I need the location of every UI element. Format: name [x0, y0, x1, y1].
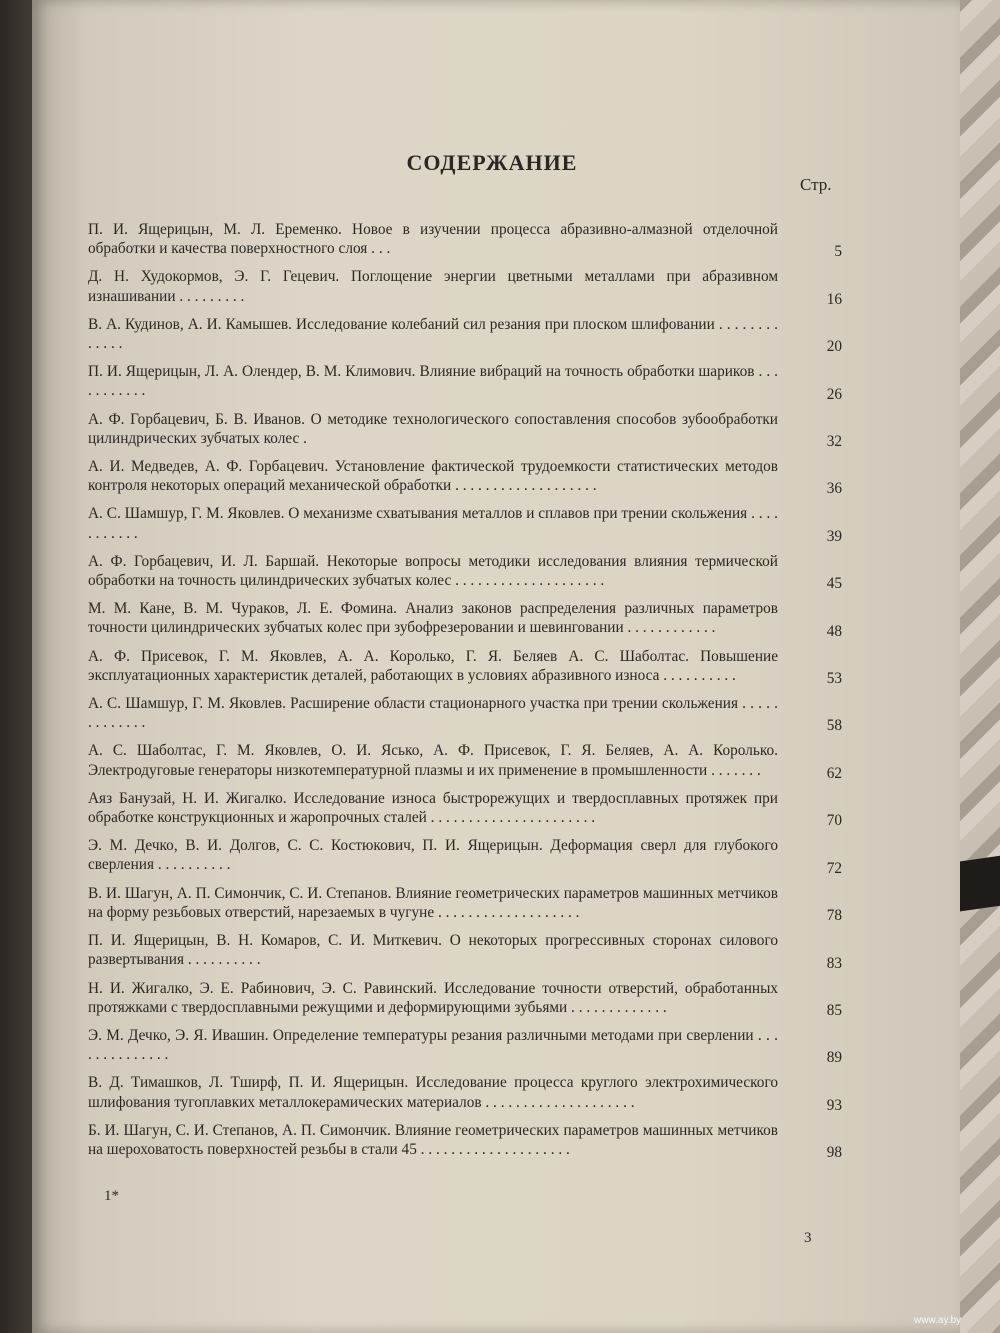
- toc-entry: [88, 979, 888, 1017]
- toc-entry-text: А. Ф. Горбацевич, Б. В. Иванов. О методике технологического сопоставления способов зубообработки цилиндрических зубчатых колес .: [88, 410, 778, 447]
- toc-entry-page: 5: [834, 243, 842, 261]
- page-number: 3: [804, 1230, 812, 1246]
- toc-entry-page: 53: [826, 670, 842, 688]
- book-page: [32, 0, 960, 1333]
- toc-entry-page: 93: [826, 1096, 842, 1114]
- toc-entry: [88, 410, 888, 451]
- toc-entry: [88, 789, 888, 830]
- toc-entry: [88, 836, 888, 877]
- toc-entry: [88, 1121, 888, 1162]
- toc-entry-text: А. С. Шаболтас, Г. М. Яковлев, О. И. Ясько, А. Ф. Присевок, Г. Я. Беляев, А. А. Королько. Электродуговые генераторы низкотемпературной плазмы и их применение в промышленности . . . . . . .: [88, 742, 778, 779]
- toc-entry-page: 85: [826, 1001, 842, 1019]
- toc-entry: [88, 220, 888, 261]
- toc-entry-text: П. И. Ящерицын, М. Л. Еременко. Новое в изучении процесса абразивно-алмазной отделочной обработки и качества поверхностного слоя . . .: [88, 221, 778, 258]
- toc-entry-text: А. С. Шамшур, Г. М. Яковлев. О механизме схватывания металлов и сплавов при трении скольжения . . . . . . . . . . .: [88, 505, 778, 542]
- table-of-contents: [88, 220, 888, 1168]
- toc-entry: [88, 694, 888, 735]
- toc-entry-page: 89: [826, 1049, 842, 1067]
- toc-entry-text: А. И. Медведев, А. Ф. Горбацевич. Установление фактической трудоемкости статистических методов контроля некоторых операций механической обработки . . . . . . . . . . . . . . . . . . .: [88, 458, 778, 495]
- toc-entry: [88, 1073, 888, 1114]
- toc-entry: [88, 599, 888, 640]
- toc-entry-page: 39: [826, 527, 842, 545]
- toc-entry-page: 20: [826, 338, 842, 356]
- toc-entry: [88, 1026, 888, 1067]
- page-title: СОДЕРЖАНИЕ: [406, 150, 578, 175]
- page-column-label: Стр.: [800, 175, 832, 194]
- toc-entry: [88, 267, 888, 308]
- toc-entry-text: Аяз Банузай, Н. И. Жигалко. Исследование износа быстрорежущих и твердосплавных протяжек при обработке конструкционных и жаропрочных сталей . . . . . . . . . . . . . . . . . . . . . .: [88, 789, 778, 827]
- toc-entry-page: 26: [826, 385, 842, 403]
- toc-entry-text: Д. Н. Худокормов, Э. Г. Гецевич. Поглощение энергии цветными металлами при абразивном изнашивании . . . . . . . . .: [88, 268, 778, 305]
- toc-entry-text: В. Д. Тимашков, Л. Тширф, П. И. Ящерицын. Исследование процесса круглого электрохимического шлифования тугоплавких металлокерамических материалов . . . . . . . . . . . . . . . . . . . .: [88, 1074, 778, 1111]
- toc-entry-page: 32: [826, 433, 842, 451]
- watermark-text: www.ay.by: [914, 1315, 962, 1326]
- toc-entry-page: 62: [826, 764, 842, 782]
- toc-entry: [88, 884, 888, 925]
- toc-entry-text: П. И. Ящерицын, В. Н. Комаров, С. И. Миткевич. О некоторых прогрессивных сторонах силового развертывания . . . . . . . . . .: [88, 932, 778, 969]
- signature-mark: 1*: [104, 1188, 119, 1204]
- toc-entry: [88, 741, 888, 782]
- toc-entry-page: 36: [826, 480, 842, 498]
- toc-entry-text: А. Ф. Горбацевич, И. Л. Баршай. Некоторые вопросы методики исследования влияния термической обработки на точность цилиндрических зубчатых колес . . . . . . . . . . . . . . . . . . . .: [88, 552, 778, 590]
- toc-entry-text: М. М. Кане, В. М. Чураков, Л. Е. Фомина. Анализ законов распределения различных параметров точности цилиндрических зубчатых колес при зубофрезеровании и шевинговании . . . . . . . . . . . .: [88, 600, 778, 637]
- toc-entry: [88, 457, 888, 498]
- toc-entry-page: 83: [826, 954, 842, 972]
- toc-entry: [88, 362, 888, 403]
- toc-entry-text: Н. И. Жигалко, Э. Е. Рабинович, Э. С. Равинский. Исследование точности отверстий, обработанных протяжками с твердосплавными режущими и деформирующими зубьями . . . . . . . . . . . . .: [88, 979, 778, 1016]
- toc-entry: [88, 647, 888, 688]
- toc-entry: [88, 931, 888, 972]
- toc-entry-page: 72: [826, 859, 842, 877]
- toc-entry-text: В. И. Шагун, А. П. Симончик, С. И. Степанов. Влияние геометрических параметров машинных метчиков на форму резьбовых отверстий, нарезаемых в чугуне . . . . . . . . . . . . . . . . . . .: [88, 884, 778, 921]
- toc-entry: [88, 552, 888, 593]
- toc-entry-page: 58: [826, 717, 842, 735]
- toc-entry-page: 78: [826, 907, 842, 925]
- toc-entry-page: 16: [826, 290, 842, 308]
- toc-entry-text: А. С. Шамшур, Г. М. Яковлев. Расширение области стационарного участка при трении скольжения . . . . . . . . . . . . .: [88, 695, 778, 732]
- toc-entry-page: 70: [826, 812, 842, 830]
- toc-entry-text: П. И. Ящерицын, Л. А. Олендер, В. М. Климович. Влияние вибраций на точность обработки шариков . . . . . . . . . . .: [88, 363, 778, 400]
- toc-entry: [88, 315, 888, 356]
- toc-entry-text: А. Ф. Присевок, Г. М. Яковлев, А. А. Королько, Г. Я. Беляев А. С. Шаболтас. Повышение эксплуатационных характеристик деталей, работающих в условиях абразивного износа . . . . . . . . . .: [88, 647, 778, 684]
- toc-entry-page: 48: [826, 622, 842, 640]
- toc-entry-text: В. А. Кудинов, А. И. Камышев. Исследование колебаний сил резания при плоском шлифовании . . . . . . . . . . . . .: [88, 315, 778, 353]
- toc-entry-page: 98: [826, 1144, 842, 1162]
- toc-entry-page: 45: [826, 575, 842, 593]
- toc-entry: [88, 504, 888, 545]
- toc-entry-text: Б. И. Шагун, С. И. Степанов, А. П. Симончик. Влияние геометрических параметров машинных метчиков на шероховатость поверхностей резьбы в стали 45 . . . . . . . . . . . . . . . . . . . .: [88, 1121, 778, 1158]
- toc-entry-text: Э. М. Дечко, Э. Я. Ивашин. Определение температуры резания различными методами при сверлении . . . . . . . . . . . . . .: [88, 1026, 778, 1064]
- toc-entry-text: Э. М. Дечко, В. И. Долгов, С. С. Костюкович, П. И. Ящерицын. Деформация сверл для глубокого сверления . . . . . . . . . .: [88, 837, 778, 874]
